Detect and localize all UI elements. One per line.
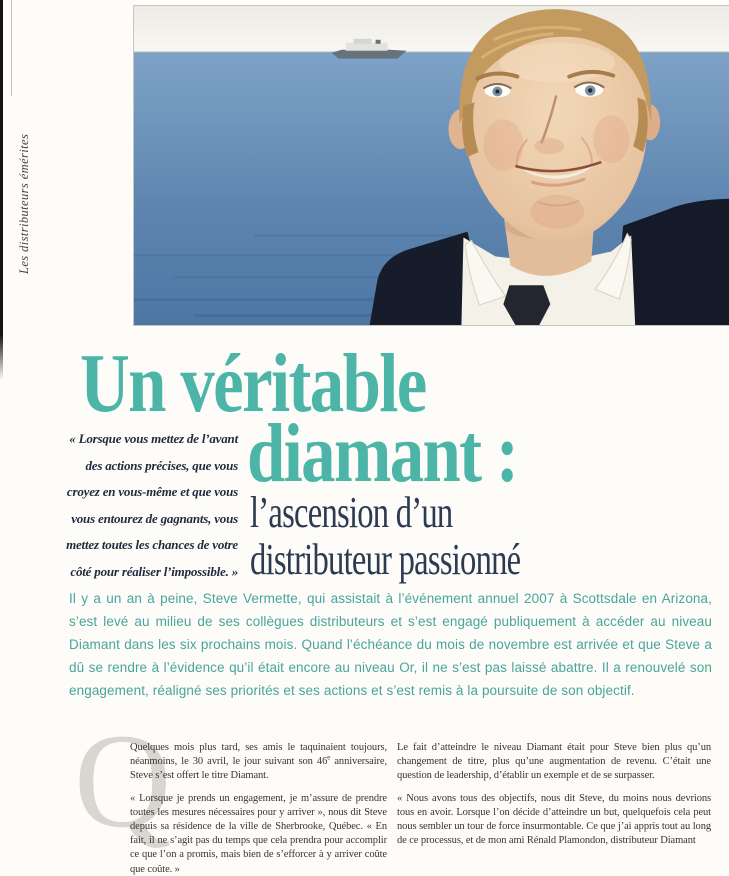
- headline-line2: diamant :: [247, 407, 518, 500]
- section-label-vertical: Les distributeurs émérites: [17, 133, 31, 274]
- chin-shading: [530, 195, 584, 229]
- drop-cap-q: Q: [74, 707, 172, 856]
- cheek-left: [483, 119, 523, 171]
- portrait-photo: [133, 5, 729, 326]
- sky: [134, 6, 729, 54]
- left-column-paragraph-1: Quelques mois plus tard, ses amis le taquinaient toujours, néanmoins, le 30 avril, le jour suivant son 46e anniversaire, Steve s’est offert le titre Diamant.: [130, 742, 387, 782]
- left-margin-rule: [11, 0, 12, 96]
- headline-subtitle-line2: distributeur passionné: [250, 535, 521, 584]
- cheek-right: [593, 115, 629, 163]
- intro-paragraph: Il y a un an à peine, Steve Vermette, qui assistait à l’événement annuel 2007 à Scottsdale en Arizona, s’est levé au milieu de ses collègues distributeurs et s’est engagé publiquement à accéder au niveau Diamant dans les six prochains mois. Quand l’échéance du mois de novembre est arrivée et que Steve a dû se rendre à l’évidence qu’il était encore au niveau Or, il ne s’est pas laissé abattre. Il a renouvelé son engagement, réaligné ses priorités et ses actions et s’est remis à la poursuite de son objectif.: [69, 591, 712, 698]
- right-column-paragraph-1: Le fait d’atteindre le niveau Diamant était pour Steve bien plus qu’un changement de titre, plus qu’une augmentation de revenu. C’était une question de leadership, d’établir un exemple et de se surpasser.: [397, 742, 711, 782]
- scan-edge-strip: [0, 0, 3, 380]
- right-column: [397, 741, 711, 856]
- headline-subtitle: [250, 489, 520, 583]
- left-column-paragraph-2: « Lorsque je prends un engagement, je m’assure de prendre toutes les mesures nécessaires pour y arriver », nous dit Steve depuis sa résidence de la ville de Sherbrooke, Québec. « En fait, il ne s’agit pas du temps que cela prendra pour accomplir ce que l’on a promis, mais bien de s’efforcer à y arriver coûte que coûte. »: [130, 792, 387, 875]
- headline-line1: Un véritable: [80, 337, 426, 430]
- portrait-photo-illustration: [134, 6, 729, 325]
- ordinal-superscript: e: [327, 753, 331, 762]
- headline-subtitle-line1: l’ascension d’un: [250, 488, 453, 537]
- right-column-paragraph-2: « Nous avons tous des objectifs, nous dit Steve, du moins nous devrions tous en avoir. Lorsque l’on décide d’atteindre un but, quelquefois cela peut nous sembler un tour de force insurmontable. Ce que j’ai appris tout au long de ce processus, et de mon ami Rénald Plamondon, distributeur Diamant: [397, 792, 711, 847]
- nose-tip-shading: [534, 138, 564, 154]
- pull-quote: « Lorsque vous mettez de l’avant des actions précises, que vous croyez en vous-même et que vous vous entourez de gagnants, vous mettez toutes les chances de votre côté pour réaliser l’impossible. »: [66, 431, 238, 579]
- left-column: [130, 741, 387, 876]
